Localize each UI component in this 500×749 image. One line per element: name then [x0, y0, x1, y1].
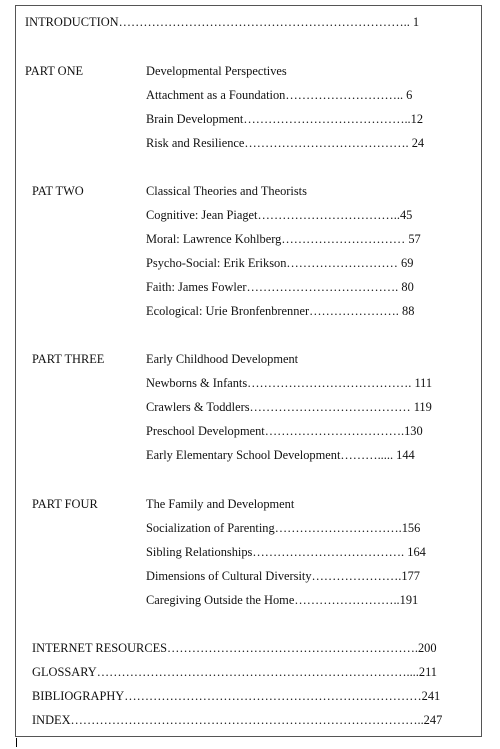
toc-entry: Crawlers & Toddlers………………………………… 119 [146, 400, 432, 414]
toc-entry: Moral: Lawrence Kohlberg………………………… 57 [146, 232, 421, 246]
toc-entry: Risk and Resilience…………………………………. 24 [146, 136, 425, 150]
part-label: PAT TWO [32, 184, 84, 198]
toc-page [15, 5, 482, 737]
toc-entry: Caregiving Outside the Home……………………..191 [146, 593, 419, 607]
toc-entry: Socialization of Parenting………………………….156 [146, 521, 421, 535]
toc-back-entry: GLOSSARY…………………………………………………………………....211 [32, 665, 438, 679]
toc-entry: Attachment as a Foundation……………………….. 6 [146, 88, 413, 102]
toc-entry: Cognitive: Jean Piaget……………………………..45 [146, 208, 413, 222]
toc-entry: Brain Development…………………………………..12 [146, 112, 424, 126]
toc-entry: Preschool Development…………………………….130 [146, 424, 423, 438]
part-label: PART ONE [25, 64, 84, 78]
text-cursor [16, 738, 17, 747]
toc-back-entry: BIBLIOGRAPHY………………………………………………………………241 [32, 689, 441, 703]
toc-back-entry: INDEX…………………………………………………………………………..247 [32, 713, 443, 727]
toc-entry: Psycho-Social: Erik Erikson……………………… 69 [146, 256, 414, 270]
part-title: Developmental Perspectives [146, 64, 287, 78]
toc-back-entry: INTERNET RESOURCES…………………………………………………….200 [32, 641, 437, 655]
toc-entry: Ecological: Urie Bronfenbrenner…………………. 88 [146, 304, 415, 318]
toc-entry: Early Elementary School Development………..... 144 [146, 448, 415, 462]
part-title: Early Childhood Development [146, 352, 299, 366]
toc-entry: Faith: James Fowler………………………………. 80 [146, 280, 414, 294]
part-label: PART THREE [32, 352, 105, 366]
toc-entry: Newborns & Infants…………………………………. 111 [146, 376, 433, 390]
part-label: PART FOUR [32, 497, 98, 511]
part-title: The Family and Development [146, 497, 295, 511]
toc-entry: Sibling Relationships………………………………. 164 [146, 545, 426, 559]
part-title: Classical Theories and Theorists [146, 184, 307, 198]
toc-entry: Dimensions of Cultural Diversity………………….177 [146, 569, 420, 583]
toc-intro: INTRODUCTION…………………………………………………………….. 1 [25, 15, 420, 29]
